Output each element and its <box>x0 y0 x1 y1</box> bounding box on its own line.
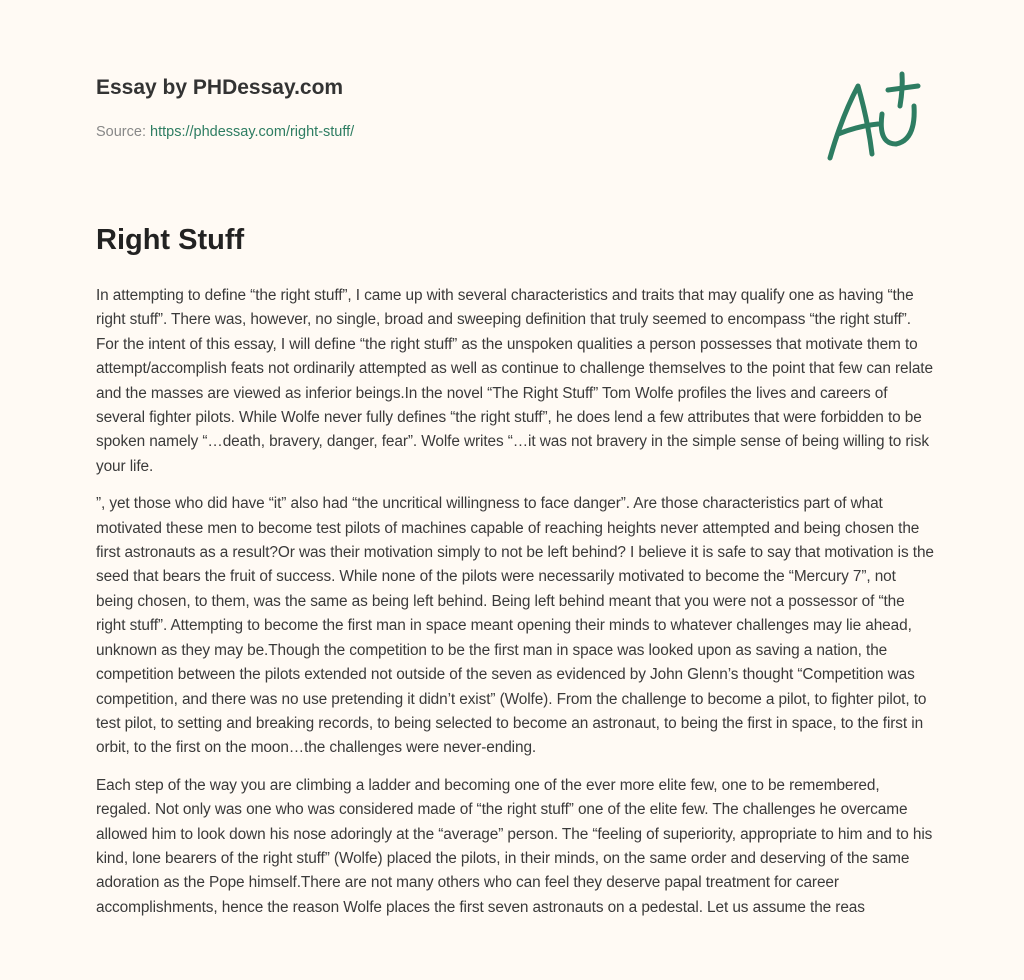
a-plus-logo-icon <box>820 66 930 166</box>
site-brand: Essay by PHDessay.com <box>96 76 344 99</box>
article-paragraph: ”, yet those who did have “it” also had “the uncritical willingness to face danger”. Are those characteristics part of what motivated these men to become test pilots of machines capable of reaching heights never attempted and being chosen the first astronauts as a result?Or was their motivation simply to not be left behind? I believe it is safe to say that motivation is the seed that bears the fruit of success. While none of the pilots were necessarily motivated to become the “Mercury 7”, not being chosen, to them, was the same as being left behind. Being left behind meant that you were not a possessor of “the right stuff”. Attempting to become the first man in space meant opening their minds to whatever challenges may lie ahead, unknown as they may be.Though the competition to be the first man in space was looked upon as saving a nation, the competition between the pilots extended not outside of the seven as evidenced by John Glenn’s thought “Competition was competition, and there was no use pretending it didn’t exist” (Wolfe). From the challenge to become a pilot, to fighter pilot, to test pilot, to setting and breaking records, to being selected to become an astronaut, to being the first in space, to the first in orbit, to the first on the moon…the challenges were never-ending. <box>96 495 934 757</box>
source-line <box>96 124 354 140</box>
article-title: Right Stuff <box>96 224 245 256</box>
article-paragraph: Each step of the way you are climbing a ladder and becoming one of the ever more elite few, one to be remembered, regaled. Not only was one who was considered made of “the right stuff” one of the elite few. The challenges he overcame allowed him to look down his nose adoringly at the “average” person. The “feeling of superiority, appropriate to him and to his kind, lone bearers of the right stuff” (Wolfe) placed the pilots, in their minds, on the same order and deserving of the same adoration as the Pope himself.There are not many others who can feel they deserve papal treatment for career accomplishments, hence the reason Wolfe places the first seven astronauts on a pedestal. Let us assume the reas <box>96 776 933 916</box>
source-link[interactable]: https://phdessay.com/right-stuff/ <box>150 124 355 140</box>
source-label: Source: <box>96 124 146 140</box>
article-body <box>96 284 936 933</box>
article-paragraph: In attempting to define “the right stuff”, I came up with several characteristics and traits that may qualify one as having “the right stuff”. There was, however, no single, broad and sweeping definition that truly seemed to encompass “the right stuff”. For the intent of this essay, I will define “the right stuff” as the unspoken qualities a person possesses that motivate them to attempt/accomplish feats not ordinarily attempted as well as continue to challenge themselves to the point that few can relate and the masses are viewed as inferior beings.In the novel “The Right Stuff” Tom Wolfe profiles the lives and careers of several fighter pilots. While Wolfe never fully defines “the right stuff”, he does lend a few attributes that were forbidden to be spoken namely “…death, bravery, danger, fear”. Wolfe writes “…it was not bravery in the simple sense of being willing to risk your life. <box>96 287 933 475</box>
